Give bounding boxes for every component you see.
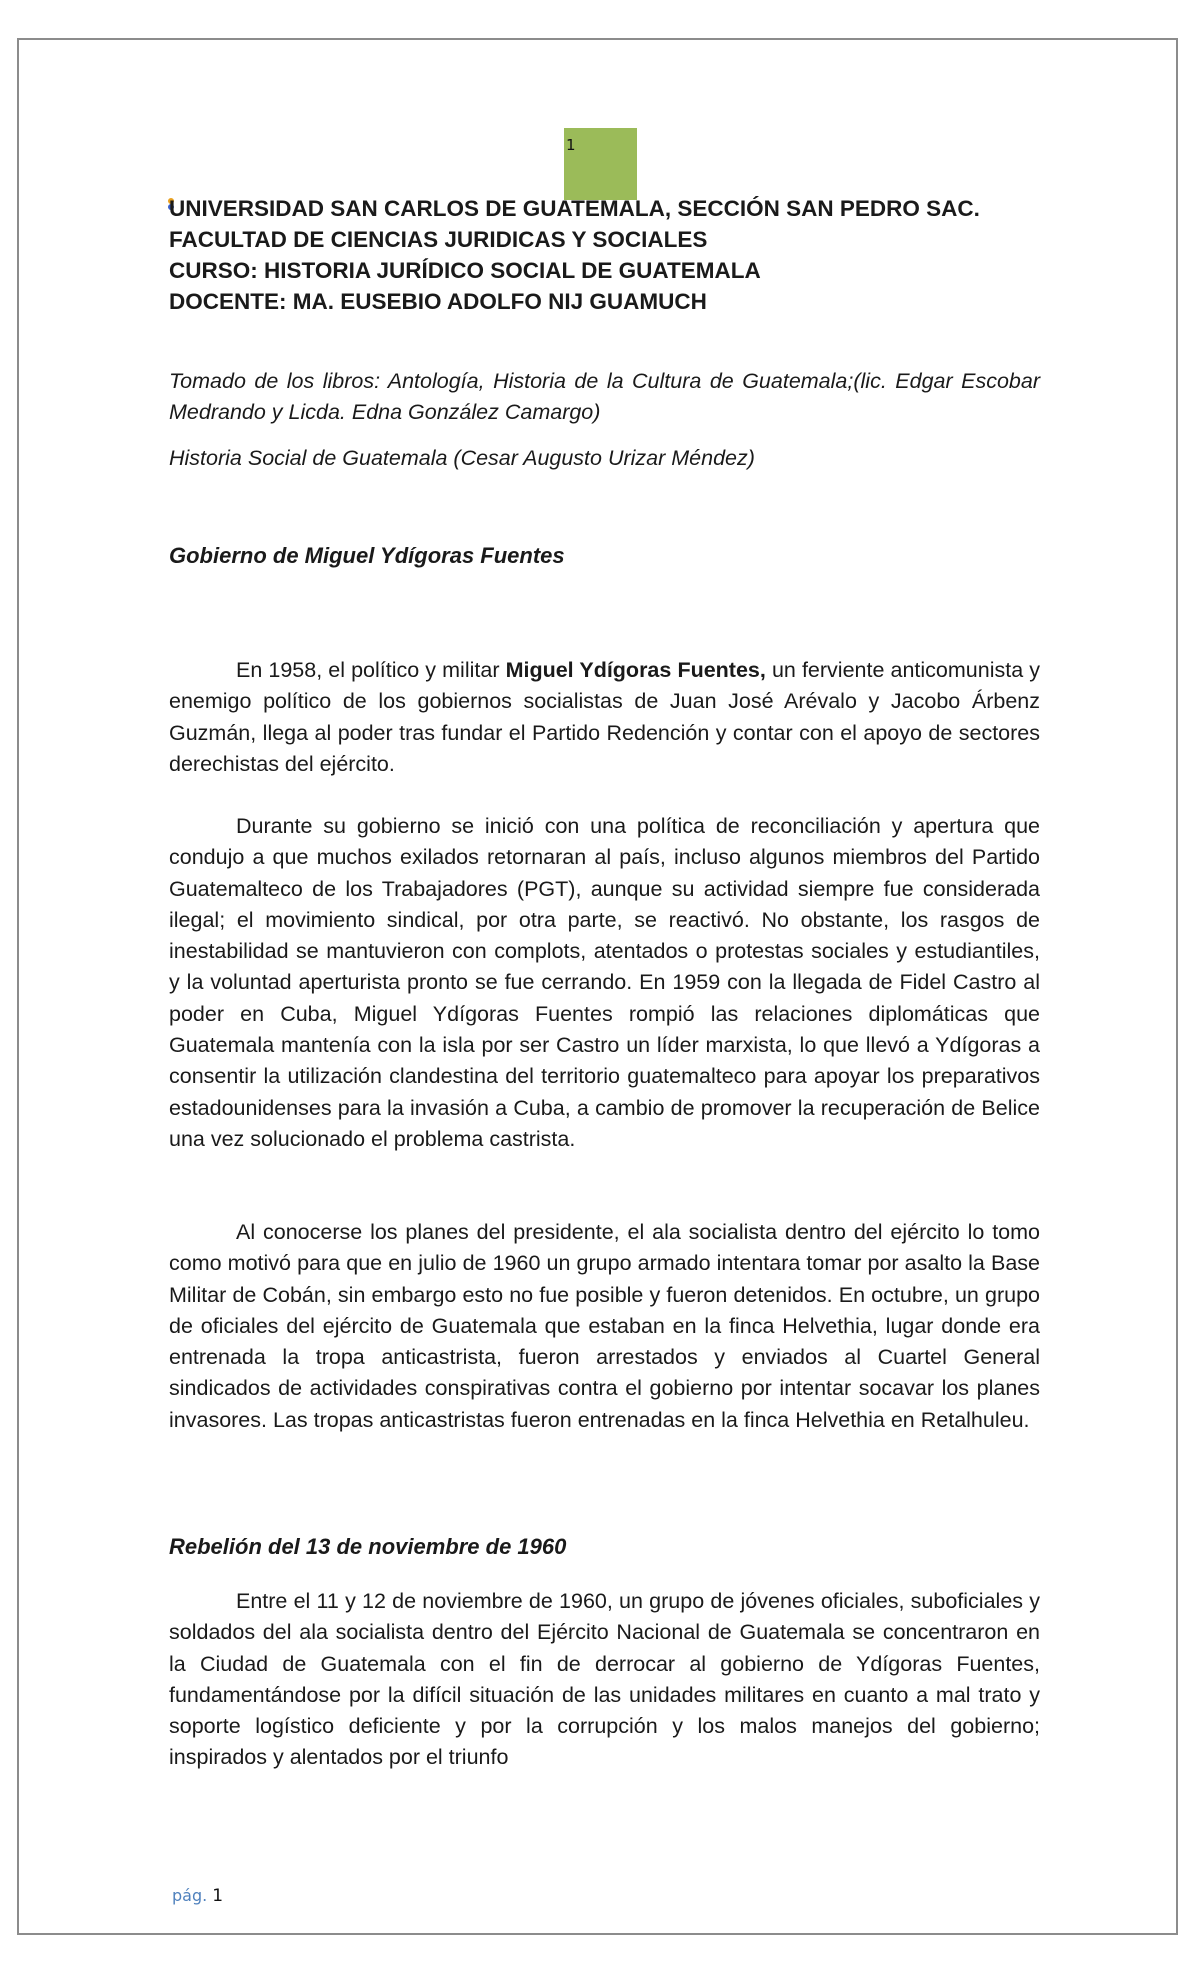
header-university: UNIVERSIDAD SAN CARLOS DE GUATEMALA, SECCIÓN SAN PEDRO SAC. xyxy=(169,196,980,221)
paragraph-government: Durante su gobierno se inició con una política de reconciliación y apertura que condujo a que muchos exilados retornaran al país, incluso algunos miembros del Partido Guatemalteco de los Trabajadores (PGT), aunque su actividad siempre fue considerada ilegal; el movimiento sindical, por otra parte, se reactivó. No obstante, los rasgos de inestabilidad se mantuvieron con complots, atentados o protestas sociales y estudiantiles, y la voluntad aperturista pronto se fue cerrando. En 1959 con la llegada de Fidel Castro al poder en Cuba, Miguel Ydígoras Fuentes rompió las relaciones diplomáticas que Guatemala mantenía con la isla por ser Castro un líder marxista, lo que llevó a Ydígoras a consentir la utilización clandestina del territorio guatemalteco para apoyar los preparativos estadounidenses para la invasión a Cuba, a cambio de promover la recuperación de Belice una vez solucionado el problema castrista. xyxy=(169,814,1040,1151)
sources-history: Historia Social de Guatemala (Cesar Augusto Urizar Méndez) xyxy=(169,446,755,470)
page-number-box xyxy=(564,128,637,200)
header-course: CURSO: HISTORIA JURÍDICO SOCIAL DE GUATEMALA xyxy=(169,258,761,283)
page-footer xyxy=(172,1886,223,1906)
sources-books: Tomado de los libros: Antología, Historia de la Cultura de Guatemala;(lic. Edgar Escobar Medrando y Licda. Edna González Camargo) xyxy=(169,369,1040,425)
paragraph-text: En 1958, el político y militar xyxy=(236,658,506,682)
paragraph-text: un ferviente anticomunista y enemigo político de los gobiernos socialistas de Juan José Arévalo y Jacobo Árbenz Guzmán, llega al poder tras fundar el Partido Redención y contar con el apoyo de sectores derechistas del ejército. xyxy=(169,658,1040,776)
footer-page-number: 1 xyxy=(212,1886,224,1906)
bold-name: Miguel Ydígoras Fuentes, xyxy=(505,658,766,682)
section-heading-rebellion: Rebelión del 13 de noviembre de 1960 xyxy=(169,1534,567,1559)
section-heading-ydigoras: Gobierno de Miguel Ydígoras Fuentes xyxy=(169,543,565,568)
paragraph-rebellion: Entre el 11 y 12 de noviembre de 1960, un grupo de jóvenes oficiales, suboficiales y soldados del ala socialista dentro del Ejército Nacional de Guatemala se concentraron en la Ciudad de Guatemala con el fin de derrocar al gobierno de Ydígoras Fuentes, fundamentándose por la difícil situación de las unidades militares en cuanto a mal trato y soporte logístico deficiente y por la corrupción y los malos manejos del gobierno; inspirados y alentados por el triunfo xyxy=(169,1589,1040,1770)
document-header xyxy=(169,193,1069,317)
page-number: 1 xyxy=(566,136,576,154)
header-teacher: DOCENTE: MA. EUSEBIO ADOLFO NIJ GUAMUCH xyxy=(169,289,707,314)
header-faculty: FACULTAD DE CIENCIAS JURIDICAS Y SOCIALES xyxy=(169,227,708,252)
paragraph-plans: Al conocerse los planes del presidente, el ala socialista dentro del ejército lo tomo como motivó para que en julio de 1960 un grupo armado intentara tomar por asalto la Base Militar de Cobán, sin embargo esto no fue posible y fueron detenidos. En octubre, un grupo de oficiales del ejército de Guatemala que estaban en la finca Helvethia, lugar donde era entrenada la tropa anticastrista, fueron arrestados y enviados al Cuartel General sindicados de actividades conspirativas contra el gobierno por intentar socavar los planes invasores. Las tropas anticastristas fueron entrenadas en la finca Helvethia en Retalhuleu. xyxy=(169,1220,1040,1432)
footer-label: pág. xyxy=(172,1886,208,1905)
paragraph-1958 xyxy=(169,655,1040,780)
